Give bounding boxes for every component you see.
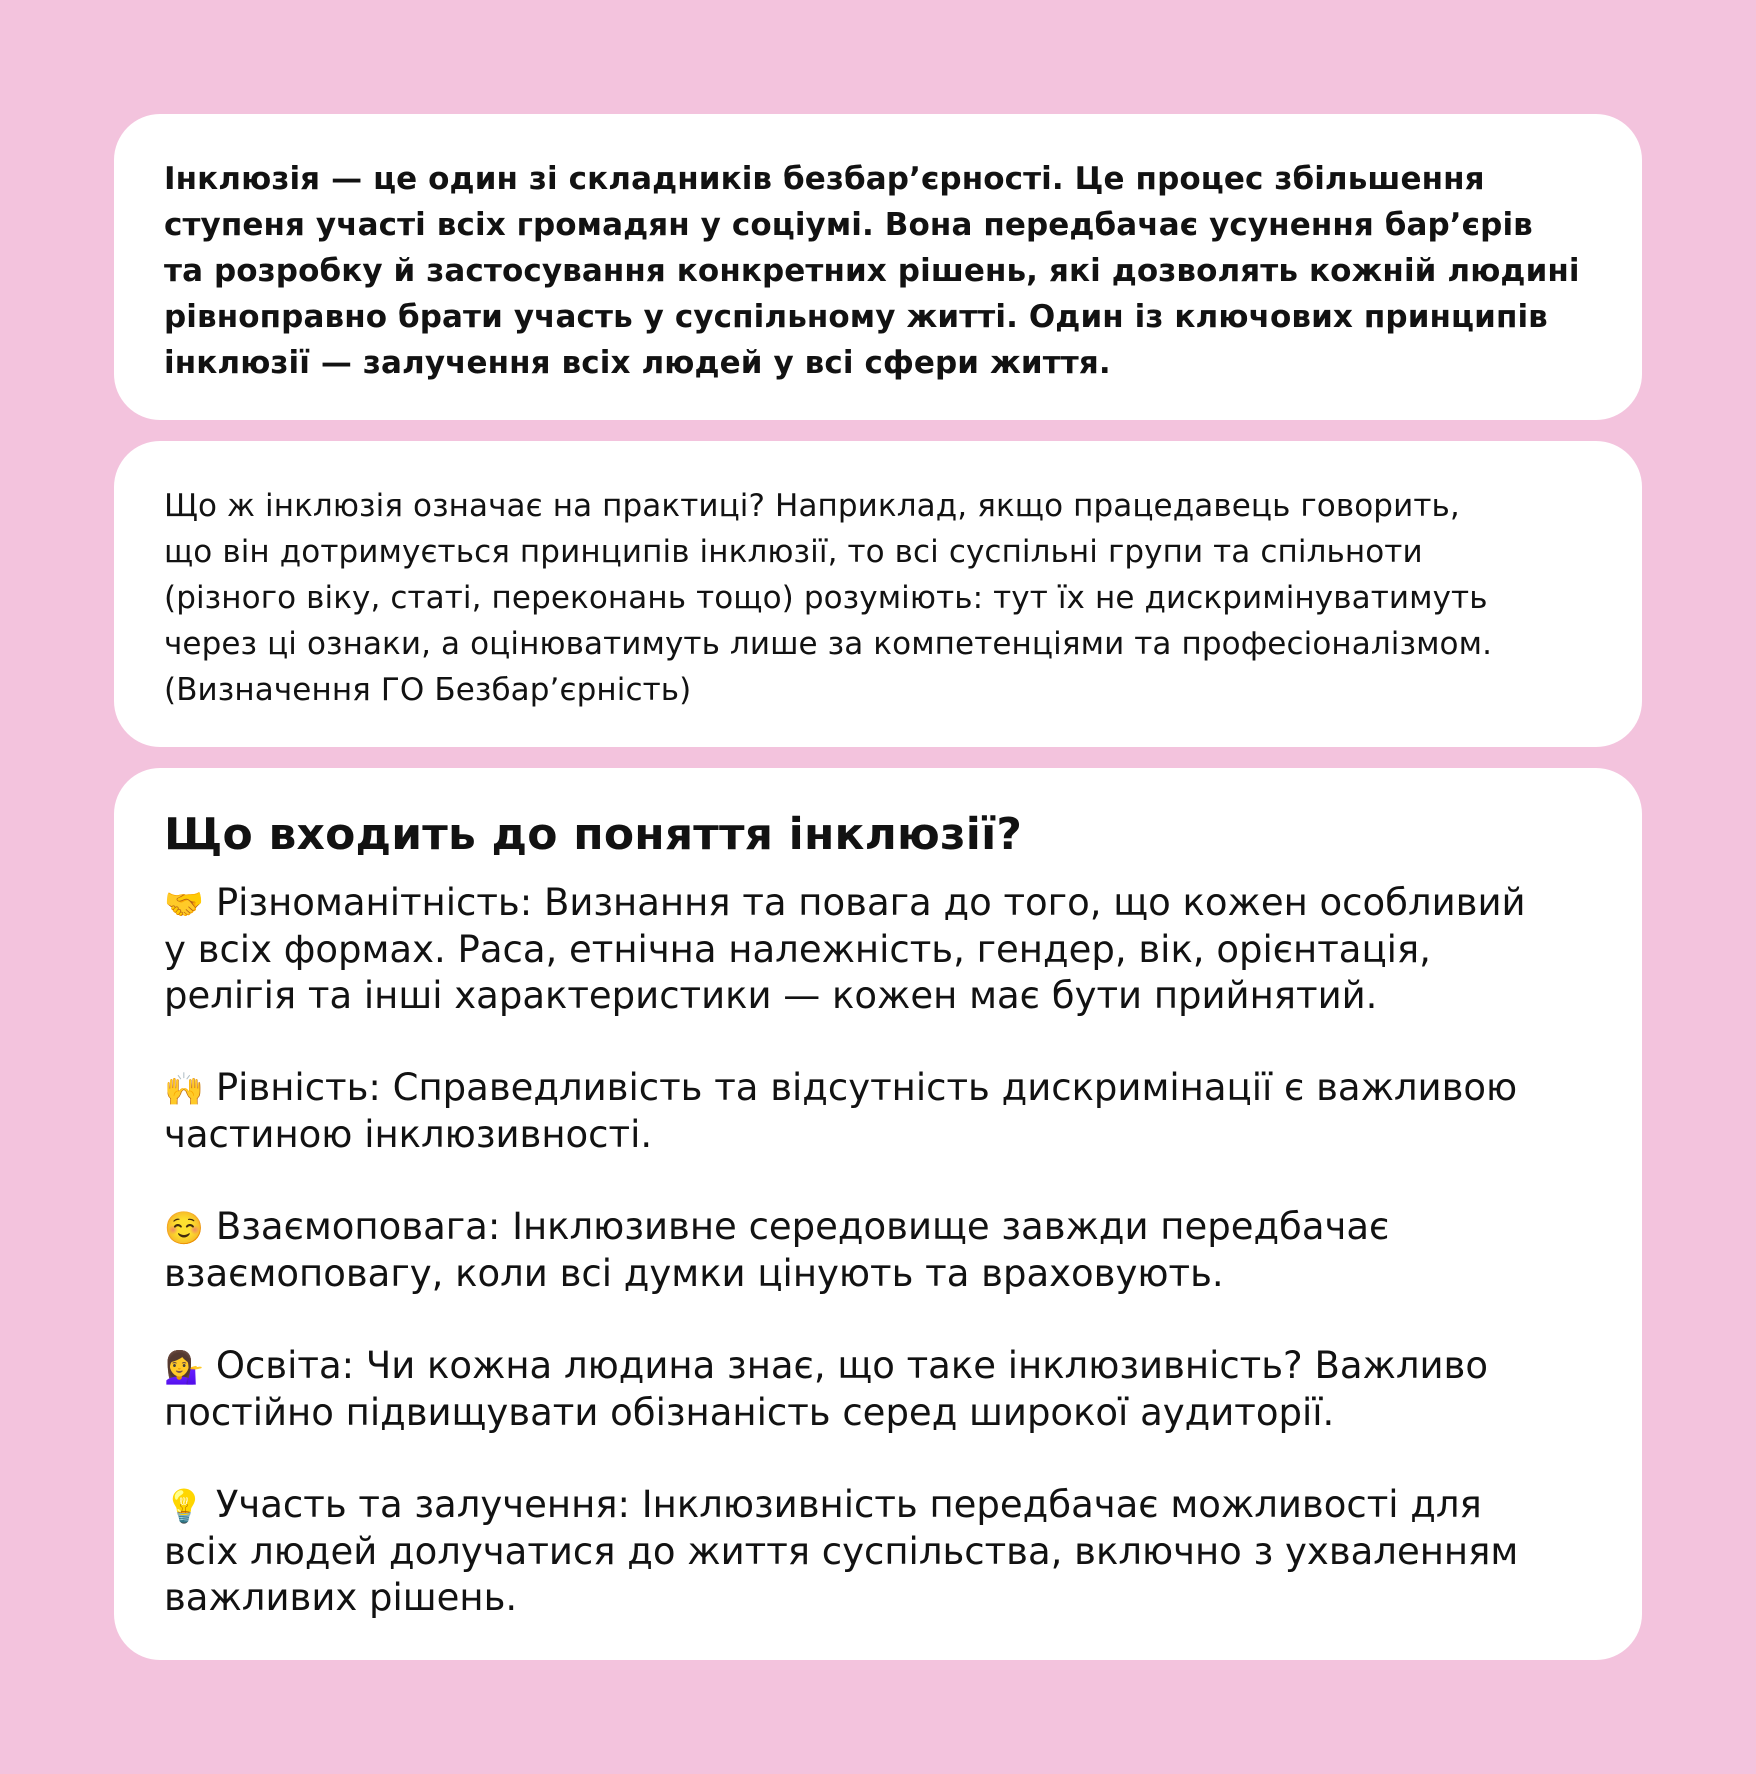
definition-card bbox=[114, 114, 1642, 420]
list-item-text: Участь та залучення: Інклюзивність передбачає можливості для всіх людей долучатися до життя суспільства, включно з ухваленням важливих рішень. bbox=[164, 1483, 1519, 1619]
concepts-card bbox=[114, 768, 1642, 1660]
list-item-text: Різноманітність: Визнання та повага до того, що кожен особливий у всіх формах. Раса, етнічна належність, гендер, вік, орієнтація, релігія та інші характеристики — кожен має бути прийнятий. bbox=[164, 881, 1526, 1017]
definition-text: Інклюзія — це один зі складників безбар’єрності. Це процес збільшення ступеня участі всіх громадян у соціумі. Вона передбачає усунення бар’єрів та розробку й застосування конкретних рішень, які дозволять кожній людині рівноправно брати участь у суспільному житті. Один із ключових принципів інклюзії — залучення всіх людей у всі сфери життя. bbox=[164, 161, 1580, 381]
raised-hands-icon: 🙌 bbox=[164, 1070, 204, 1108]
list-item-participation bbox=[164, 1482, 1602, 1621]
list-item-diversity bbox=[164, 880, 1602, 1019]
list-item-education bbox=[164, 1343, 1602, 1436]
practice-card bbox=[114, 441, 1642, 747]
list-item-text: Рівність: Справедливість та відсутність дискримінації є важливою частиною інклюзивності. bbox=[164, 1066, 1518, 1156]
list-item-text: Освіта: Чи кожна людина знає, що таке інклюзивність? Важливо постійно підвищувати обізнаність серед широкої аудиторії. bbox=[164, 1344, 1488, 1434]
practice-text: Що ж інклюзія означає на практиці? Наприклад, якщо працедавець говорить, що він дотримується принципів інклюзії, то всі суспільні групи та спільноти (різного віку, статі, переконань тощо) розуміють: тут їх не дискримінуватимуть через ці ознаки, а оцінюватимуть лише за компетенціями та професіоналізмом. (Визначення ГО Безбар’єрність) bbox=[164, 488, 1493, 708]
smiling-face-icon: ☺️ bbox=[164, 1209, 204, 1247]
light-bulb-icon: 💡 bbox=[164, 1487, 204, 1525]
person-tipping-hand-icon: 💁‍♀️ bbox=[164, 1348, 204, 1386]
list-item-equality bbox=[164, 1065, 1602, 1158]
list-item-text: Взаємоповага: Інклюзивне середовище завжди передбачає взаємоповагу, коли всі думки цінують та враховують. bbox=[164, 1205, 1390, 1295]
handshake-icon: 🤝 bbox=[164, 885, 204, 923]
concepts-list bbox=[164, 880, 1602, 1621]
concepts-title: Що входить до поняття інклюзії? bbox=[164, 809, 1023, 860]
list-item-mutual-respect bbox=[164, 1204, 1602, 1297]
